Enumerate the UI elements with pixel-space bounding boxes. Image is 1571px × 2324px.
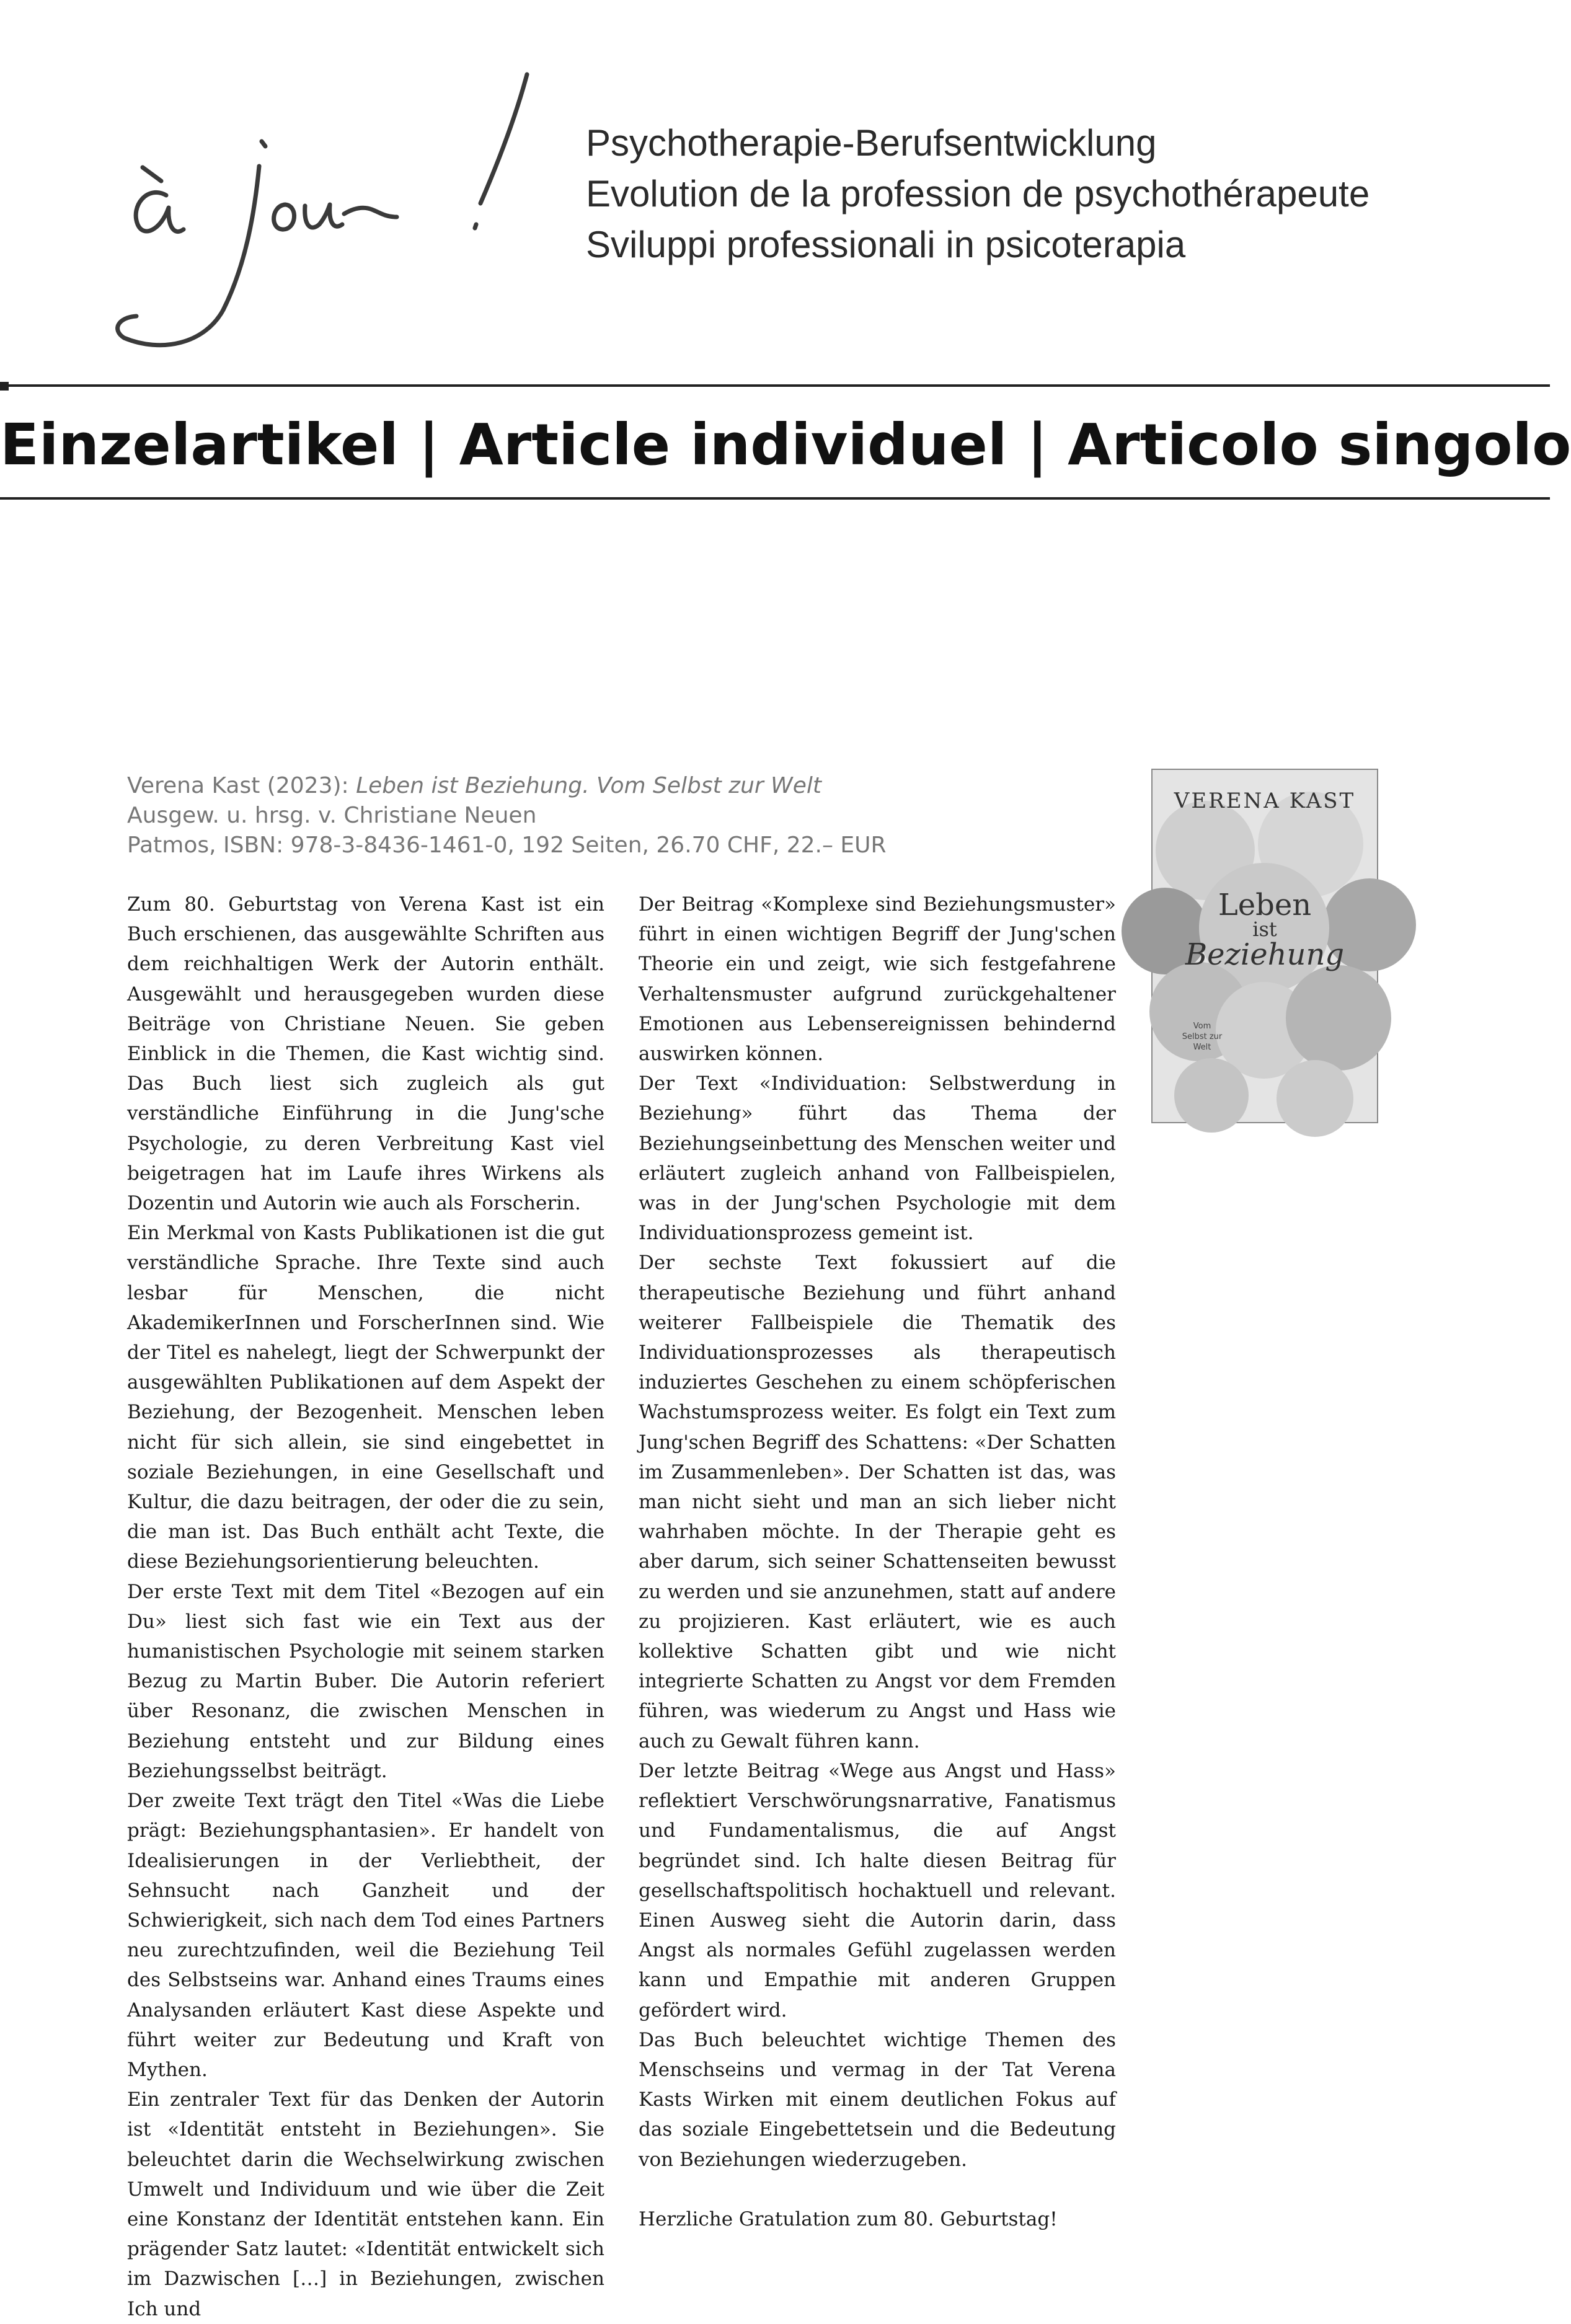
cover-author: VERENA KAST [1174,789,1356,813]
book-cover [1151,769,1378,1123]
cover-title [1153,888,1377,972]
closing-line: Herzliche Gratulation zum 80. Geburtstag! [639,2207,1058,2230]
tagline-french: Evolution de la profession de psychothérapeute [586,173,1370,214]
paragraph: Ein zentraler Text für das Denken der Autorin ist «Identität entsteht in Beziehungen». Sie beleuchtet darin die Wechselwirkung zwischen Umwelt und Individuum und wie über die Zeit eine Konstanz der Identität entstehen kann. Ein prägender Satz lautet: «Identität entwickelt sich im Dazwischen […] in Beziehungen, zwischen Ich und [127,2088,604,2320]
a-jour-logo [99,62,533,360]
paragraph: Das Buch beleuchtet wichtige Themen des Menschseins und vermag in der Tat Verena Kasts Wirken mit einem deutlichen Fokus auf das soziale Eingebettetsein und die Bedeutung von Beziehungen wiederzugeben. [639,2028,1116,2171]
cover-subtitle-line: Selbst zur [1182,1032,1223,1041]
text-column-right [639,890,1116,2234]
top-divider [0,384,1550,387]
section-title: Einzelartikel | Article individuel | Articolo singolo [0,412,1571,478]
cover-subtitle [1153,1021,1252,1053]
cover-title-word: Leben [1218,888,1312,922]
paragraph: Der Text «Individuation: Selbstwerdung in Beziehung» führt das Thema der Beziehungseinbettung des Menschen weiter und erläutert zugleich anhand von Fallbeispielen, was in der Jung'schen Psychologie mit dem Individuationsprozess gemeint ist. [639,1072,1116,1245]
cover-subtitle-line: Vom [1193,1022,1211,1031]
paragraph: Zum 80. Geburtstag von Verena Kast ist ein Buch erschienen, das ausgewählte Schriften aus dem reichhaltigen Werk der Autorin enthält. Ausgewählt und herausgegeben wurden diese Beiträge von Christiane Neuen. Sie geben Einblick in die Themen, die Kast wichtig sind. Das Buch liest sich zugleich als gut verständliche Einführung in die Jung'sche Psychologie, zu deren Verbreitung Kast viel beigetragen hat im Laufe ihres Wirkens als Dozentin und Autorin wie auch als Forscherin. [127,893,604,1215]
text-column-left [127,890,604,2320]
author-year: Verena Kast (2023): [127,773,356,798]
cover-subtitle-line: Welt [1193,1043,1211,1052]
editor-line: Ausgew. u. hrsg. v. Christiane Neuen [127,803,537,828]
book-title: Leben ist Beziehung. Vom Selbst zur Welt [356,773,821,798]
paragraph: Der letzte Beitrag «Wege aus Angst und Hass» reflektiert Verschwörungsnarrative, Fanatismus und Fundamentalismus, die auf Angst begründet sind. Ich halte diesen Beitrag für gesellschaftspolitisch hochaktuell und relevant. Einen Ausweg sieht die Autorin darin, dass Angst als normales Gefühl zugelassen werden kann und Empathie mit anderen Gruppen gefördert wird. [639,1759,1116,2021]
bottom-divider [0,497,1550,500]
paragraph: Der Beitrag «Komplexe sind Beziehungsmuster» führt in einen wichtigen Begriff der Jung'schen Theorie ein und zeigt, wie sich festgefahrene Verhaltensmuster aufgrund zurückgehaltener Emotionen aus Lebensereignissen behindernd auswirken können. [639,893,1116,1066]
paragraph: Der sechste Text fokussiert auf die therapeutische Beziehung und führt anhand weiterer Fallbeispiele die Thematik des Individuationsprozesses als therapeutisch induziertes Geschehen zu einem schöpferischen Wachstumsprozess weiter. Es folgt ein Text zum Jung'schen Begriff des Schattens: «Der Schatten im Zusammenleben». Der Schatten ist das, was man nicht sieht und man an sich lieber nicht wahrhaben möchte. In der Therapie geht es aber darum, sich seiner Schattenseiten bewusst zu werden und sie anzunehmen, statt auf andere zu projizieren. Kast erläutert, wie es auch kollektive Schatten gibt und wie nicht integrierte Schatten zu Angst vor dem Fremden führen, was wiederum zu Angst und Hass wie auch zu Gewalt führen kann. [639,1252,1116,1752]
bibliography [127,771,887,860]
tagline-block [586,118,1370,270]
cover-title-word: Beziehung [1185,937,1345,972]
bibliography-title-line [127,771,887,801]
publisher-line: Patmos, ISBN: 978-3-8436-1461-0, 192 Seiten, 26.70 CHF, 22.– EUR [127,833,887,858]
tagline-italian: Sviluppi professionali in psicoterapia [586,224,1186,265]
cover-title-word: ist [1252,917,1277,941]
tagline-german: Psychotherapie-Berufsentwicklung [586,122,1157,164]
paragraph: Der zweite Text trägt den Titel «Was die Liebe prägt: Beziehungsphantasien». Er handelt von Idealisierungen in der Verliebtheit, der Sehnsucht nach Ganzheit und der Schwierigkeit, sich nach dem Tod eines Partners neu zurechtzufinden, weil die Beziehung Teil des Selbstseins war. Anhand eines Traums eines Analysanden erläutert Kast diese Aspekte und führt weiter zur Bedeutung und Kraft von Mythen. [127,1790,604,2081]
paragraph: Der erste Text mit dem Titel «Bezogen auf ein Du» liest sich fast wie ein Text aus der humanistischen Psychologie mit seinem starken Bezug zu Martin Buber. Die Autorin referiert über Resonanz, die zwischen Menschen in Beziehung entsteht und zur Bildung eines Beziehungsselbst beiträgt. [127,1580,604,1782]
paragraph: Ein Merkmal von Kasts Publikationen ist die gut verständliche Sprache. Ihre Texte sind auch lesbar für Menschen, die nicht AkademikerInnen und ForscherInnen sind. Wie der Titel es nahelegt, liegt der Schwerpunkt der ausgewählten Publikationen auf dem Aspekt der Beziehung, der Bezogenheit. Menschen leben nicht für sich allein, sie sind eingebettet in soziale Beziehungen, in eine Gesellschaft und Kultur, die dazu beitragen, der oder die zu sein, die man ist. Das Buch enthält acht Texte, die diese Beziehungsorientierung beleuchten. [127,1222,604,1573]
